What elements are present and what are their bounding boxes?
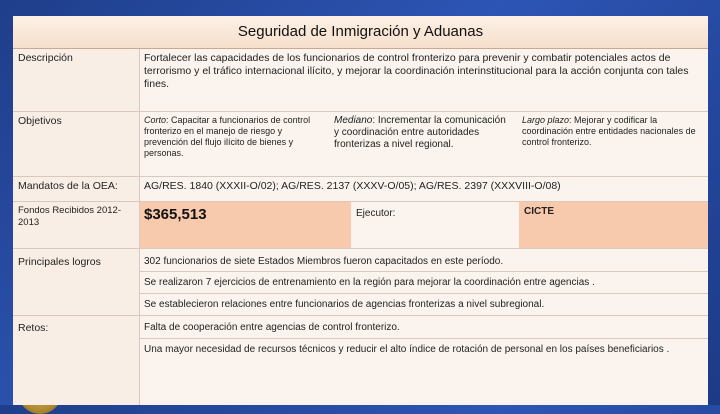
objetivo-corto [139, 112, 329, 176]
logros-label: Principales logros [13, 249, 139, 315]
logro-item: Se establecieron relaciones entre funcionarios de agencias fronterizas a nivel subregional. [139, 294, 708, 315]
objetivo-largo-text: : Mejorar y codificar la coordinación entre entidades nacionales de control fronterizo. [522, 115, 696, 147]
ejecutor-value: CICTE [519, 202, 708, 248]
objetivo-mediano [329, 112, 517, 176]
objetivos-label: Objetivos [13, 112, 139, 176]
objetivo-corto-term: Corto [144, 115, 167, 125]
objetivo-largo [517, 112, 708, 176]
descripcion-text: Fortalecer las capacidades de los funcionarios de control fronterizo para prevenir y combatir potenciales actos de terrorismo y el tráfico internacional ilícito, y mejorar la coordinación interinstitucional para la acción conjunta con tales fines. [139, 49, 708, 111]
reto-item: Falta de cooperación entre agencias de control fronterizo. [139, 316, 708, 338]
page-title: Seguridad de Inmigración y Aduanas [13, 16, 708, 49]
ejecutor-label: Ejecutor: [351, 202, 519, 248]
objetivo-corto-text: : Capacitar a funcionarios de control fronterizo en el manejo de riesgo y prevención del flujo ilícito de bienes y personas. [144, 115, 311, 158]
objetivo-mediano-term: Mediano [334, 115, 373, 126]
retos-label: Retos: [13, 316, 139, 405]
mandatos-text: AG/RES. 1840 (XXXII-O/02); AG/RES. 2137 (XXXV-O/05); AG/RES. 2397 (XXXVIII-O/08) [139, 177, 708, 201]
mandatos-label: Mandatos de la OEA: [13, 177, 139, 201]
objetivo-mediano-text: : Incrementar la comunicación y coordinación entre autoridades fronterizas a nivel regional. [334, 115, 506, 150]
objetivo-largo-term: Largo plazo [522, 115, 570, 125]
logro-item: Se realizaron 7 ejercicios de entrenamiento en la región para mejorar la coordinación entre agencias . [139, 272, 708, 293]
logro-item: 302 funcionarios de siete Estados Miembros fueron capacitados en este período. [139, 249, 708, 271]
fondos-amount: $365,513 [139, 202, 351, 248]
descripcion-label: Descripción [13, 49, 139, 111]
info-table [13, 16, 708, 405]
reto-item: Una mayor necesidad de recursos técnicos y reducir el alto índice de rotación de personal en los países beneficiarios . [139, 339, 708, 405]
fondos-label: Fondos Recibidos 2012-2013 [13, 202, 139, 248]
